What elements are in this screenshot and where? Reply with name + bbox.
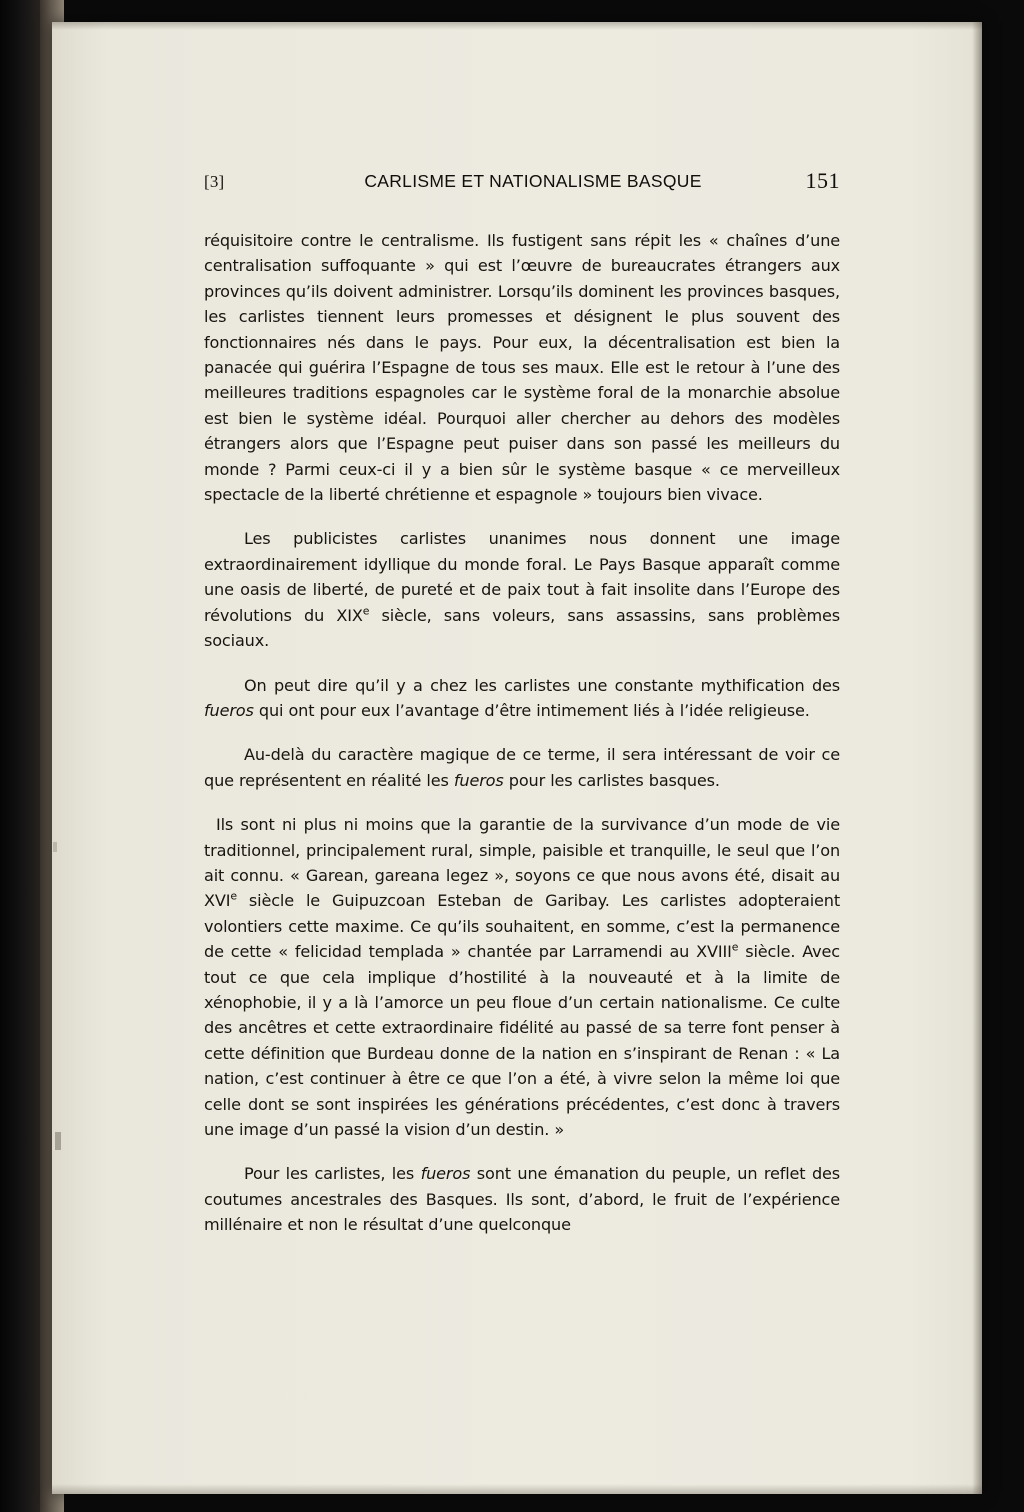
page-edge-blemish (55, 1132, 61, 1150)
page-top-edge-shadow (52, 22, 982, 30)
body-paragraph: Pour les carlistes, les fueros sont une émanation du peuple, un reflet des coutumes ancestrales des Basques. Ils sont, d’abord, le fruit de l’expérience millénaire et non le résultat d’une quelconque (204, 1164, 841, 1235)
running-head (204, 168, 840, 202)
document-page (52, 22, 982, 1494)
page-number: 151 (805, 168, 840, 193)
page-edge-blemish (53, 842, 57, 852)
folio-marker: [3] (204, 172, 225, 191)
running-head-title: CARLISME ET NATIONALISME BASQUE (364, 171, 702, 191)
page-bottom-edge-shadow (52, 1484, 982, 1494)
page-content (204, 168, 840, 1257)
body-paragraph: On peut dire qu’il y a chez les carlistes une constante mythification des fueros qui ont pour eux l’avantage d’être intimement liés à l’idée religieuse. (204, 675, 840, 720)
book-spine-shadow (0, 0, 44, 1512)
body-paragraph: Les publicistes carlistes unanimes nous donnent une image extraordinairement idyllique du monde foral. Le Pays Basque apparaît comme une oasis de liberté, de pureté et de paix tout à fait insolite dans l’Europe des révolutions du XIXe siècle, sans voleurs, sans assassins, sans problèmes sociaux. (204, 529, 840, 651)
page-right-edge-shadow (972, 22, 982, 1494)
body-paragraph: Au-delà du caractère magique de ce terme, il sera intéressant de voir ce que représentent en réalité les fueros pour les carlistes basques. (204, 745, 840, 790)
body-paragraph: réquisitoire contre le centralisme. Ils fustigent sans répit les « chaînes d’une centralisation suffoquante » qui est l’œuvre de bureaucrates étrangers aux provinces qu’ils doivent administrer. Lorsqu’ils dominent les provinces basques, les carlistes tiennent leurs promesses et désignent le plus souvent des fonctionnaires nés dans le pays. Pour eux, la décentralisation est bien la panacée qui guérira l’Espagne de tous ses maux. Elle est le retour à l’une des meilleures traditions espagnoles car le système foral de la monarchie absolue est bien le système idéal. Pourquoi aller chercher au dehors des modèles étrangers alors que l’Espagne peut puiser dans son passé les meilleurs du monde ? Parmi ceux-ci il y a bien sûr le système basque « ce merveilleux spectacle de la liberté chrétienne et espagnole » toujours bien vivace. (204, 231, 840, 505)
body-paragraph: Ils sont ni plus ni moins que la garantie de la survivance d’un mode de vie traditionnel, principalement rural, simple, paisible et tranquille, le seul que l’on ait connu. « Garean, gareana legez », soyons ce que nous avons été, disait au XVIe siècle le Guipuzcoan Esteban de Garibay. Les carlistes adopteraient volontiers cette maxime. Ce qu’ils souhaitent, en somme, c’est la permanence de cette « felicidad templada » chantée par Larramendi au XVIIIe siècle. Avec tout ce que cela implique d’hostilité à la nouveauté et à la limite de xénophobie, il y a là l’amorce un peu floue d’un certain nationalisme. Ce culte des ancêtres et cette extraordinaire fidélité au passé de sa terre font penser à cette définition que Burdeau donne de la nation en s’inspirant de Renan : « La nation, c’est continuer à être ce que l’on a été, à vivre selon la même loi que celle dont se sont inspirées les générations précédentes, c’est donc à travers une image d’un passé la vision d’un destin. » (204, 815, 840, 1139)
